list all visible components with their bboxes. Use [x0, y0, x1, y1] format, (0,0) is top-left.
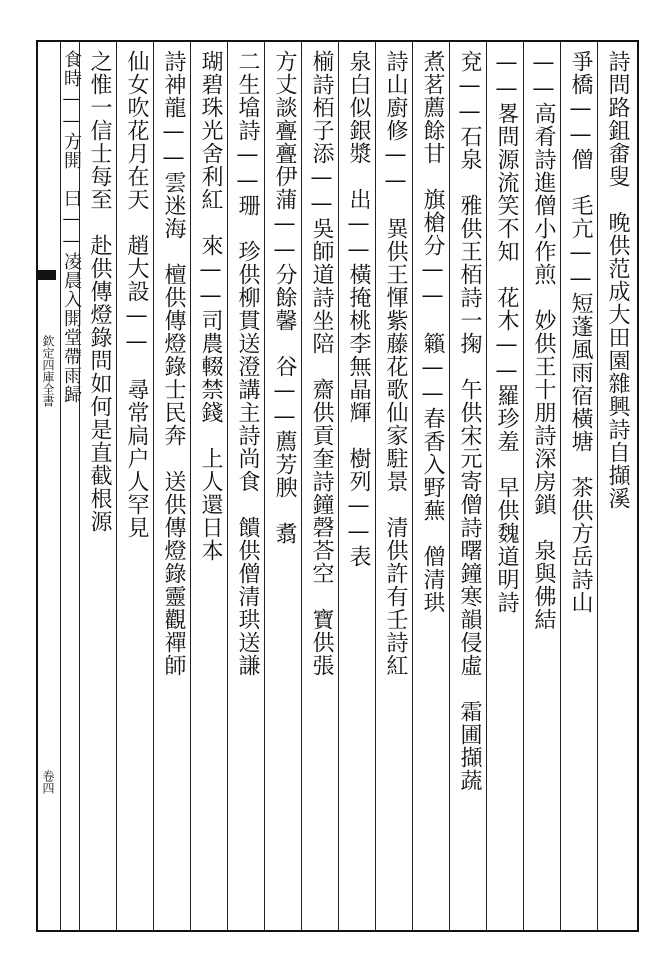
- column-rule: [116, 42, 117, 930]
- column-rule: [264, 42, 265, 930]
- text-column: ——畧問源流笑不知 花木——羅珍羞 早供魏道明詩: [494, 50, 519, 614]
- column-rule: [523, 42, 524, 930]
- text-column: 詩問路鉏畬叟 晚供范成大田園雜興詩自擷溪: [605, 50, 630, 510]
- text-column: 之惟一信士每至 赴供傳燈錄問如何是直截根源: [87, 50, 112, 533]
- folio-number: 卷四: [41, 770, 55, 794]
- text-column: ——高肴詩進僧小作煎 妙供王十朋詩深房鎖 泉與佛結: [531, 50, 556, 631]
- text-column: 仙女吹花月在天 趙大設—— 尋常扃户人罕見: [124, 50, 149, 539]
- text-column: 泉白似銀漿 出——橫掩桃李無晶輝 樹列——表: [346, 50, 371, 568]
- text-column: 詩神龍——雲迷海 檀供傳燈錄士民奔 送供傳燈錄靈觀禪師: [161, 50, 186, 677]
- text-column: 兗——石泉 雅供王栢詩一掬 午供宋元寄僧詩曙鐘寒韻侵虛 霜圃擷蔬: [457, 50, 482, 792]
- text-column: 方丈談亹亹伊蒲——分餘馨 谷——薦芳腴 翥: [272, 50, 297, 545]
- text-column: 食時——方開 曰——凌晨入開堂帶雨歸: [61, 50, 82, 404]
- column-rule: [486, 42, 487, 930]
- column-rule: [449, 42, 450, 930]
- frame-bottom: [36, 930, 639, 932]
- column-rule: [560, 42, 561, 930]
- column-rule: [338, 42, 339, 930]
- text-column: 煮茗薦餘甘 旗槍分—— 籟——春香入野蕪 僧清珙: [420, 50, 445, 614]
- text-column: 詩山廚修—— 異供王惲紫藤花歌仙家駐景 清供許有壬詩紅: [383, 50, 408, 677]
- column-rule: [597, 42, 598, 930]
- column-rule: [153, 42, 154, 930]
- column-rule: [375, 42, 376, 930]
- column-rule: [227, 42, 228, 930]
- margin-title: 欽定四庫全書: [41, 335, 55, 407]
- column-rule: [412, 42, 413, 930]
- text-column: 二生墖詩——珊 珍供柳貫送澄講主詩尚食 饋供僧清珙送謙: [235, 50, 260, 677]
- column-rule: [190, 42, 191, 930]
- frame-right: [637, 40, 639, 931]
- text-column: 爭橋——僧 毛亢——短蓬風雨宿橫塘 茶供方岳詩山: [568, 50, 593, 614]
- text-column: 椾詩栢子添——吳師道詩坐陪 齋供貢奎詩鐘磬荅空 寶供張: [309, 50, 334, 677]
- column-rule: [301, 42, 302, 930]
- text-column: 瑚碧珠光舍利紅 來——司農輟禁錢 上人還日本: [198, 50, 223, 562]
